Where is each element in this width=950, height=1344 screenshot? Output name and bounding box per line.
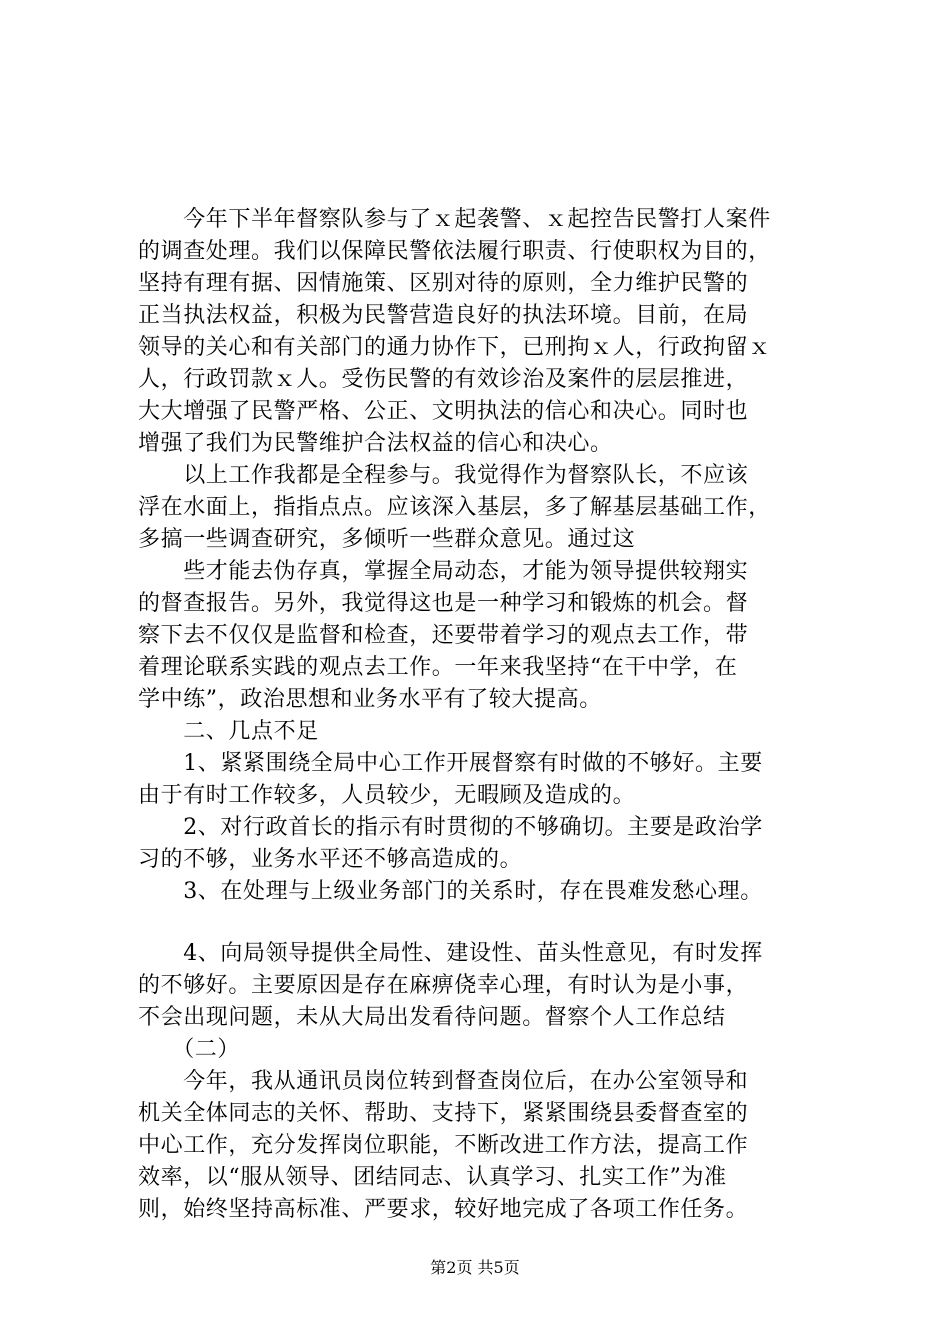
text-line: 习的不够，业务水平还不够高造成的。 [138,847,523,872]
text-line: 机关全体同志的关怀、帮助、支持下，紧紧围绕县委督查室的 [138,1101,749,1126]
text-line: 不会出现问题，未从大局出发看待问题。督察个人工作总结 [138,1005,726,1030]
text-line: 些才能去伪存真，掌握全局动态，才能为领导提供较翔实 [138,559,749,584]
text-line: 的调查处理。我们以保障民警依法履行职责、行使职权为目的， [138,239,771,264]
text-line: 中心工作，充分发挥岗位职能，不断改进工作方法，提高工作 [138,1133,749,1158]
page-number: 第2页 共5页 [430,1258,520,1277]
text-line: 浮在水面上，指指点点。应该深入基层，多了解基层基础工作， [138,495,771,520]
text-line: 则，始终坚持高标准、严要求，较好地完成了各项工作任务。 [138,1197,749,1222]
text-line: 4、向局领导提供全局性、建设性、苗头性意见，有时发挥 [138,941,763,966]
text-line: 的不够好。主要原因是存在麻痹侥幸心理，有时认为是小事， [138,973,749,998]
text-line: 着理论联系实践的观点去工作。一年来我坚持“在干中学，在 [138,655,738,680]
text-line: 坚持有理有据、因情施策、区别对待的原则，全力维护民警的 [138,271,749,296]
text-line: 多搞一些调查研究，多倾听一些群众意见。通过这 [138,527,636,552]
text-line: 察下去不仅仅是监督和检查，还要带着学习的观点去工作，带 [138,623,749,648]
section-heading: 二、几点不足 [138,719,319,744]
text-line: 今年，我从通讯员岗位转到督查岗位后，在办公室领导和 [138,1069,749,1094]
text-line: 2、对行政首长的指示有时贯彻的不够确切。主要是政治学 [138,815,763,840]
text-line: 增强了我们为民警维护合法权益的信心和决心。 [138,431,613,456]
text-line: 大大增强了民警严格、公正、文明执法的信心和决心。同时也 [138,399,749,424]
text-line: 人，行政罚款ｘ人。受伤民警的有效诊治及案件的层层推进， [138,367,749,392]
text-line: 正当执法权益，积极为民警营造良好的执法环境。目前，在局 [138,303,749,328]
text-line: 今年下半年督察队参与了ｘ起袭警、ｘ起控告民警打人案件 [138,207,771,232]
section-heading: （二） [138,1037,241,1062]
text-line: 1、紧紧围绕全局中心工作开展督察有时做的不够好。主要 [138,751,763,776]
text-line: 以上工作我都是全程参与。我觉得作为督察队长，不应该 [138,463,749,488]
text-line: 的督查报告。另外，我觉得这也是一种学习和锻炼的机会。督 [138,591,749,616]
text-line: 效率，以“服从领导、团结同志、认真学习、扎实工作”为准 [138,1165,727,1190]
text-line: 3、在处理与上级业务部门的关系时，存在畏难发愁心理。 [138,879,763,904]
text-line: 学中练”，政治思想和业务水平有了较大提高。 [138,687,602,712]
text-line: 由于有时工作较多，人员较少，无暇顾及造成的。 [138,783,636,808]
text-line: 领导的关心和有关部门的通力协作下，已刑拘ｘ人，行政拘留ｘ [138,335,771,360]
